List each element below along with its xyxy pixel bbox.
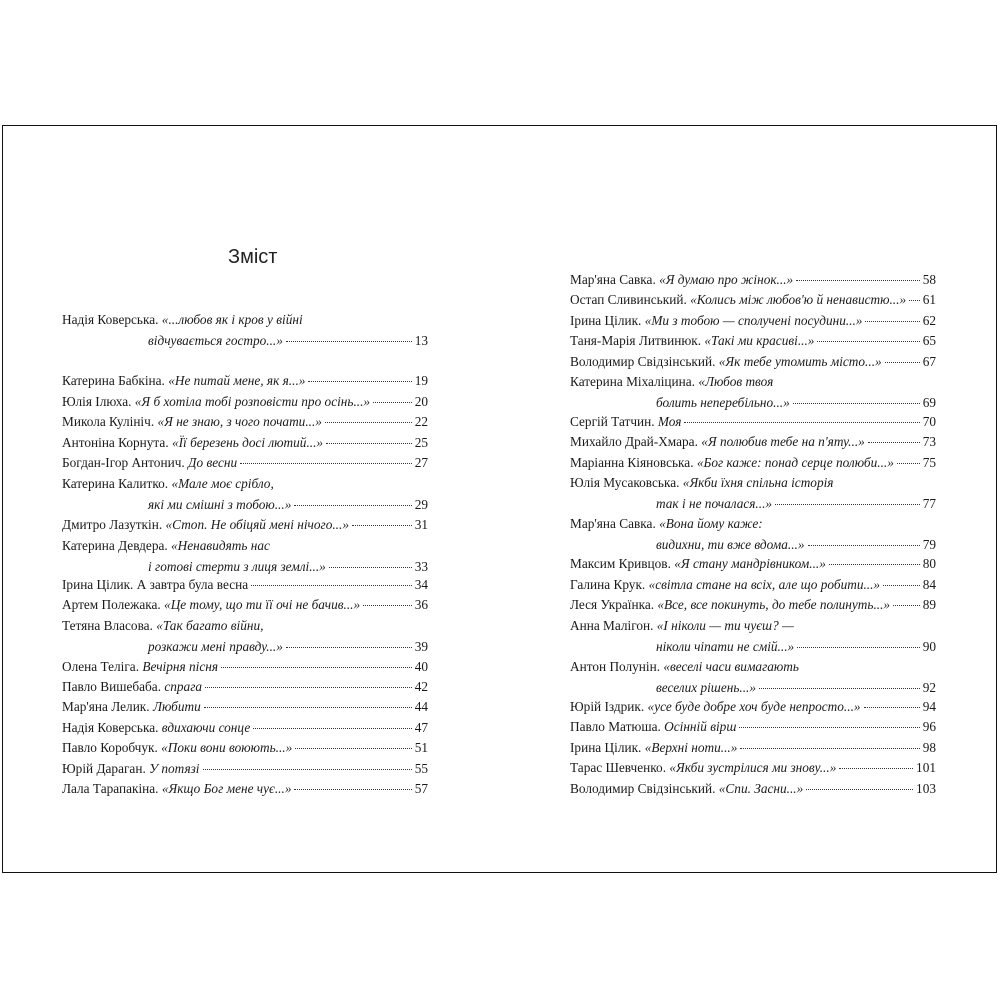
toc-page-number: 27	[414, 455, 428, 470]
toc-separator: .	[181, 455, 189, 470]
toc-entry[interactable]	[570, 352, 936, 373]
toc-separator: .	[128, 394, 135, 409]
toc-separator: .	[667, 556, 675, 571]
toc-entry[interactable]	[570, 697, 936, 718]
toc-page-number: 31	[414, 517, 428, 532]
dot-leader	[253, 728, 411, 729]
toc-title: «Я б хотіла тобі розповісти про осінь...»	[134, 394, 371, 409]
dot-leader	[793, 403, 920, 404]
dot-leader	[868, 442, 920, 443]
toc-title: «Ми з тобою — сполучені посудини...»	[644, 313, 863, 328]
toc-author: Катерина Бабкіна	[62, 373, 162, 388]
dot-leader	[294, 789, 411, 790]
toc-separator: .	[683, 292, 691, 307]
toc-page-number: 22	[414, 414, 428, 429]
toc-page-number: 62	[922, 313, 936, 328]
toc-author: Ірина Цілик	[570, 313, 639, 328]
toc-entry[interactable]	[62, 657, 428, 678]
toc-entry[interactable]	[570, 717, 936, 738]
dot-leader	[294, 505, 411, 506]
dot-leader	[352, 525, 412, 526]
toc-title-continuation: веселих рішень...»	[656, 679, 757, 695]
toc-entry[interactable]	[570, 514, 936, 555]
toc-entry[interactable]	[62, 677, 428, 698]
toc-page-number: 57	[414, 781, 428, 796]
toc-title: «Я думаю про жінок...»	[659, 272, 794, 287]
toc-title: «усе буде добре хоч буде непросто...»	[647, 699, 861, 714]
toc-separator: .	[691, 374, 699, 389]
toc-page-number: 44	[414, 699, 428, 714]
toc-title: «Її березень досі лютий...»	[171, 435, 324, 450]
toc-title: «Ненавидять нас	[171, 538, 270, 553]
toc-entry[interactable]	[570, 473, 936, 514]
toc-separator: .	[135, 659, 143, 674]
toc-title: «Стоп. Не обіцяй мені нічого...»	[165, 517, 349, 532]
toc-author: Лала Тарапакіна	[62, 781, 156, 796]
toc-entry[interactable]	[570, 412, 936, 433]
toc-entry[interactable]	[570, 311, 936, 332]
toc-separator: .	[155, 720, 162, 735]
toc-separator: .	[641, 577, 649, 592]
toc-title: «Я стану мандрівником...»	[674, 556, 826, 571]
toc-separator: .	[155, 781, 162, 796]
toc-author: Маріанна Кіяновська	[570, 455, 691, 470]
dot-leader	[240, 463, 412, 464]
toc-page-number: 58	[922, 272, 936, 287]
dot-leader	[740, 748, 919, 749]
toc-page-number: 51	[414, 740, 428, 755]
toc-separator: .	[712, 781, 719, 796]
toc-entry[interactable]	[570, 595, 936, 616]
toc-author: Анна Малігон	[570, 618, 651, 633]
dot-leader	[286, 341, 412, 342]
dot-leader	[775, 504, 920, 505]
dot-leader	[295, 748, 411, 749]
toc-title: «Я не знаю, з чого почати...»	[157, 414, 322, 429]
dot-leader	[326, 443, 412, 444]
toc-title: спрага	[164, 679, 203, 694]
toc-author: Ірина Цілик	[62, 577, 131, 592]
toc-page-number: 33	[414, 558, 428, 574]
toc-author: Ірина Цілик	[570, 740, 639, 755]
toc-author: Таня-Марія Литвинюк	[570, 333, 698, 348]
dot-leader	[893, 605, 920, 606]
toc-page-number: 69	[922, 394, 936, 410]
toc-author: Юрій Дараган	[62, 761, 143, 776]
toc-entry[interactable]	[62, 392, 428, 413]
toc-entry[interactable]	[570, 758, 936, 779]
toc-author: Максим Кривцов	[570, 556, 668, 571]
toc-separator: .	[130, 577, 137, 592]
toc-entry[interactable]	[570, 779, 936, 800]
toc-author: Антоніна Корнута	[62, 435, 166, 450]
toc-separator: .	[697, 333, 705, 348]
toc-entry[interactable]	[570, 372, 936, 413]
toc-page-number: 101	[916, 760, 936, 775]
toc-author: Володимир Свідзінський	[570, 781, 713, 796]
dot-leader	[759, 688, 920, 689]
toc-page-number: 29	[414, 496, 428, 512]
toc-page-number: 65	[922, 333, 936, 348]
toc-title: «Бог каже: понад серце полюби...»	[696, 455, 894, 470]
toc-separator: .	[161, 373, 169, 388]
toc-title: «Я полюбив тебе на п'яту...»	[701, 434, 865, 449]
dot-leader	[808, 545, 920, 546]
dot-leader	[909, 300, 920, 301]
toc-entry[interactable]	[570, 270, 936, 291]
toc-title: «І ніколи — ти чуєш? —	[656, 618, 794, 633]
toc-title: Осінній вірш	[664, 719, 737, 734]
toc-author: Мар'яна Савка	[570, 272, 653, 287]
toc-page-number: 73	[922, 434, 936, 449]
toc-title-continuation: відчувається гостро...»	[148, 332, 283, 348]
toc-separator: .	[154, 740, 162, 755]
toc-separator: .	[690, 455, 697, 470]
toc-author: Дмитро Лазуткін	[62, 517, 159, 532]
toc-title: «світла стане на всіх, але що робити...»	[648, 577, 881, 592]
toc-author: Антон Полунін	[570, 659, 657, 674]
toc-separator: .	[157, 597, 165, 612]
toc-title: А завтра була весна	[136, 577, 249, 592]
dot-leader	[308, 381, 411, 382]
toc-title: «Все, все покинуть, до тебе полинуть...»	[657, 597, 891, 612]
dot-leader	[829, 564, 920, 565]
toc-entry[interactable]	[570, 657, 936, 698]
toc-title: «Як тебе утомить місто...»	[718, 354, 882, 369]
toc-page-number: 103	[916, 781, 936, 796]
toc-author: Катерина Міхаліцина	[570, 374, 692, 389]
toc-separator: .	[146, 699, 153, 714]
toc-author: Микола Кулініч	[62, 414, 151, 429]
toc-page-number: 39	[414, 638, 428, 654]
toc-author: Михайло Драй-Хмара	[570, 434, 695, 449]
toc-author: Богдан-Ігор Антонич	[62, 455, 182, 470]
toc-separator: .	[164, 538, 172, 553]
toc-title: Любити	[152, 699, 201, 714]
toc-author: Володимир Свідзінський	[570, 354, 713, 369]
toc-entry[interactable]	[62, 779, 428, 800]
toc-page-number: 70	[922, 414, 936, 429]
toc-title-continuation: болить неперебільно...»	[656, 394, 790, 410]
toc-separator: .	[676, 475, 683, 490]
toc-page-number: 67	[922, 354, 936, 369]
toc-title-continuation: які ми смішні з тобою...»	[148, 496, 292, 512]
toc-author: Павло Коробчук	[62, 740, 155, 755]
dot-leader	[883, 585, 920, 586]
toc-title: «Вона йому каже:	[659, 516, 763, 531]
toc-author: Павло Матюша	[570, 719, 658, 734]
toc-entry[interactable]	[570, 554, 936, 575]
toc-separator: .	[150, 414, 158, 429]
toc-page-number: 25	[414, 435, 428, 450]
toc-entry[interactable]	[62, 575, 428, 596]
toc-title: «Не питай мене, як я...»	[168, 373, 306, 388]
dot-leader	[684, 422, 919, 423]
toc-page-number: 98	[922, 740, 936, 755]
toc-author: Олена Теліга	[62, 659, 136, 674]
toc-title: вдихаючи сонце	[161, 720, 251, 735]
dot-leader	[865, 321, 919, 322]
toc-entry[interactable]	[62, 515, 428, 536]
toc-author: Надія Коверська	[62, 720, 156, 735]
toc-separator: .	[142, 761, 150, 776]
toc-author: Катерина Девдера	[62, 538, 165, 553]
dot-leader	[251, 585, 412, 586]
dot-leader	[797, 647, 920, 648]
toc-page-number: 13	[414, 332, 428, 348]
toc-page-number: 84	[922, 577, 936, 592]
toc-title: «Якби їхня спільна історія	[682, 475, 834, 490]
toc-separator: .	[164, 476, 172, 491]
toc-title: «...любов як і кров у війні	[161, 312, 303, 327]
toc-entry[interactable]	[62, 759, 428, 780]
toc-separator: .	[657, 719, 665, 734]
toc-title-continuation: розкажи мені правду...»	[148, 638, 283, 654]
toc-author: Надія Коверська	[62, 312, 156, 327]
page-title: Зміст	[228, 246, 278, 268]
toc-entry[interactable]	[62, 595, 428, 616]
toc-author: Леся Українка	[570, 597, 651, 612]
toc-entry[interactable]	[62, 412, 428, 433]
toc-title-continuation: і готові стерти з лиця землі...»	[148, 558, 326, 574]
toc-author: Сергій Татчин	[570, 414, 652, 429]
toc-title: «Мале моє срібло,	[171, 476, 274, 491]
toc-separator: .	[638, 313, 645, 328]
toc-page-number: 47	[414, 720, 428, 735]
toc-entry[interactable]	[62, 453, 428, 474]
toc-author: Юлія Ілюха	[62, 394, 129, 409]
toc-title: «Так багато війни,	[156, 618, 264, 633]
toc-title: «веселі часи вимагають	[663, 659, 799, 674]
toc-separator: .	[149, 618, 157, 633]
dot-leader	[373, 402, 412, 403]
dot-leader	[739, 727, 919, 728]
toc-title: До весни	[188, 455, 238, 470]
toc-page-number: 20	[414, 394, 428, 409]
toc-separator: .	[652, 516, 660, 531]
toc-separator: .	[662, 760, 670, 775]
toc-title: «Якщо Бог мене чує...»	[161, 781, 292, 796]
toc-separator: .	[155, 312, 162, 327]
toc-page-number: 75	[922, 455, 936, 470]
toc-entry[interactable]	[570, 290, 936, 311]
toc-separator: .	[640, 699, 648, 714]
toc-separator: .	[638, 740, 645, 755]
toc-entry[interactable]	[62, 718, 428, 739]
toc-page-number: 92	[922, 679, 936, 695]
toc-title: Моя	[657, 414, 682, 429]
toc-entry[interactable]	[62, 616, 428, 657]
toc-page-number: 61	[922, 292, 936, 307]
toc-page-number: 96	[922, 719, 936, 734]
toc-separator: .	[650, 597, 658, 612]
toc-page-number: 77	[922, 495, 936, 511]
dot-leader	[203, 769, 412, 770]
toc-author: Мар'яна Савка	[570, 516, 653, 531]
toc-entry[interactable]	[62, 474, 428, 515]
toc-page-number: 19	[414, 373, 428, 388]
toc-title: «Колись між любов'ю й ненавистю...»	[690, 292, 907, 307]
toc-title: «Спи. Засни...»	[718, 781, 804, 796]
toc-separator: .	[651, 414, 658, 429]
toc-author: Артем Полежака	[62, 597, 158, 612]
toc-author: Павло Вишебаба	[62, 679, 158, 694]
toc-separator: .	[694, 434, 702, 449]
dot-leader	[817, 341, 919, 342]
toc-separator: .	[712, 354, 719, 369]
toc-title: У потязі	[149, 761, 200, 776]
toc-title: Вечірня пісня	[142, 659, 219, 674]
dot-leader	[885, 362, 920, 363]
dot-leader	[864, 707, 920, 708]
dot-leader	[796, 280, 920, 281]
toc-page-number: 36	[414, 597, 428, 612]
toc-separator: .	[157, 679, 165, 694]
toc-title: «Такі ми красиві...»	[704, 333, 815, 348]
toc-separator: .	[650, 618, 657, 633]
toc-author: Мар'яна Лелик	[62, 699, 147, 714]
toc-title: «Якби зустрілися ми знову...»	[669, 760, 837, 775]
toc-title: «Любов твоя	[698, 374, 774, 389]
toc-title: «Поки вони воюють...»	[161, 740, 293, 755]
toc-title-continuation: ніколи чіпати не смій...»	[656, 638, 795, 654]
toc-author: Катерина Калитко	[62, 476, 165, 491]
toc-author: Юрій Іздрик	[570, 699, 641, 714]
toc-separator: .	[165, 435, 172, 450]
toc-separator: .	[652, 272, 660, 287]
toc-page-number: 42	[414, 679, 428, 694]
toc-title: «Верхні ноти...»	[644, 740, 738, 755]
dot-leader	[897, 463, 920, 464]
toc-title: «Це тому, що ти її очі не бачив...»	[164, 597, 361, 612]
toc-entry[interactable]	[62, 310, 428, 351]
toc-separator: .	[158, 517, 166, 532]
toc-entry[interactable]	[570, 432, 936, 453]
dot-leader	[363, 605, 412, 606]
toc-title-continuation: видихни, ти вже вдома...»	[656, 536, 805, 552]
dot-leader	[325, 422, 412, 423]
dot-leader	[221, 667, 412, 668]
toc-entry[interactable]	[62, 536, 428, 577]
dot-leader	[286, 647, 412, 648]
toc-entry[interactable]	[62, 697, 428, 718]
toc-author: Тетяна Власова	[62, 618, 150, 633]
toc-page-number: 79	[922, 536, 936, 552]
toc-author: Тарас Шевченко	[570, 760, 663, 775]
toc-page-number: 55	[414, 761, 428, 776]
toc-entry[interactable]	[62, 433, 428, 454]
dot-leader	[839, 768, 913, 769]
toc-author: Юлія Мусаковська	[570, 475, 677, 490]
toc-entry[interactable]	[62, 371, 428, 392]
dot-leader	[205, 687, 412, 688]
toc-page-number: 90	[922, 638, 936, 654]
toc-author: Галина Крук	[570, 577, 642, 592]
toc-author: Остап Сливинський	[570, 292, 684, 307]
toc-page-number: 89	[922, 597, 936, 612]
toc-title-continuation: так і не почалася...»	[656, 495, 773, 511]
dot-leader	[806, 789, 913, 790]
dot-leader	[204, 707, 412, 708]
toc-entry[interactable]	[570, 738, 936, 759]
toc-entry[interactable]	[570, 575, 936, 596]
dot-leader	[329, 567, 412, 568]
toc-separator: .	[656, 659, 664, 674]
toc-page-number: 80	[922, 556, 936, 571]
toc-entry[interactable]	[570, 453, 936, 474]
toc-page-number: 94	[922, 699, 936, 714]
toc-entry[interactable]	[62, 738, 428, 759]
toc-page-number: 34	[414, 577, 428, 592]
toc-entry[interactable]	[570, 331, 936, 352]
toc-entry[interactable]	[570, 616, 936, 657]
toc-page-number: 40	[414, 659, 428, 674]
